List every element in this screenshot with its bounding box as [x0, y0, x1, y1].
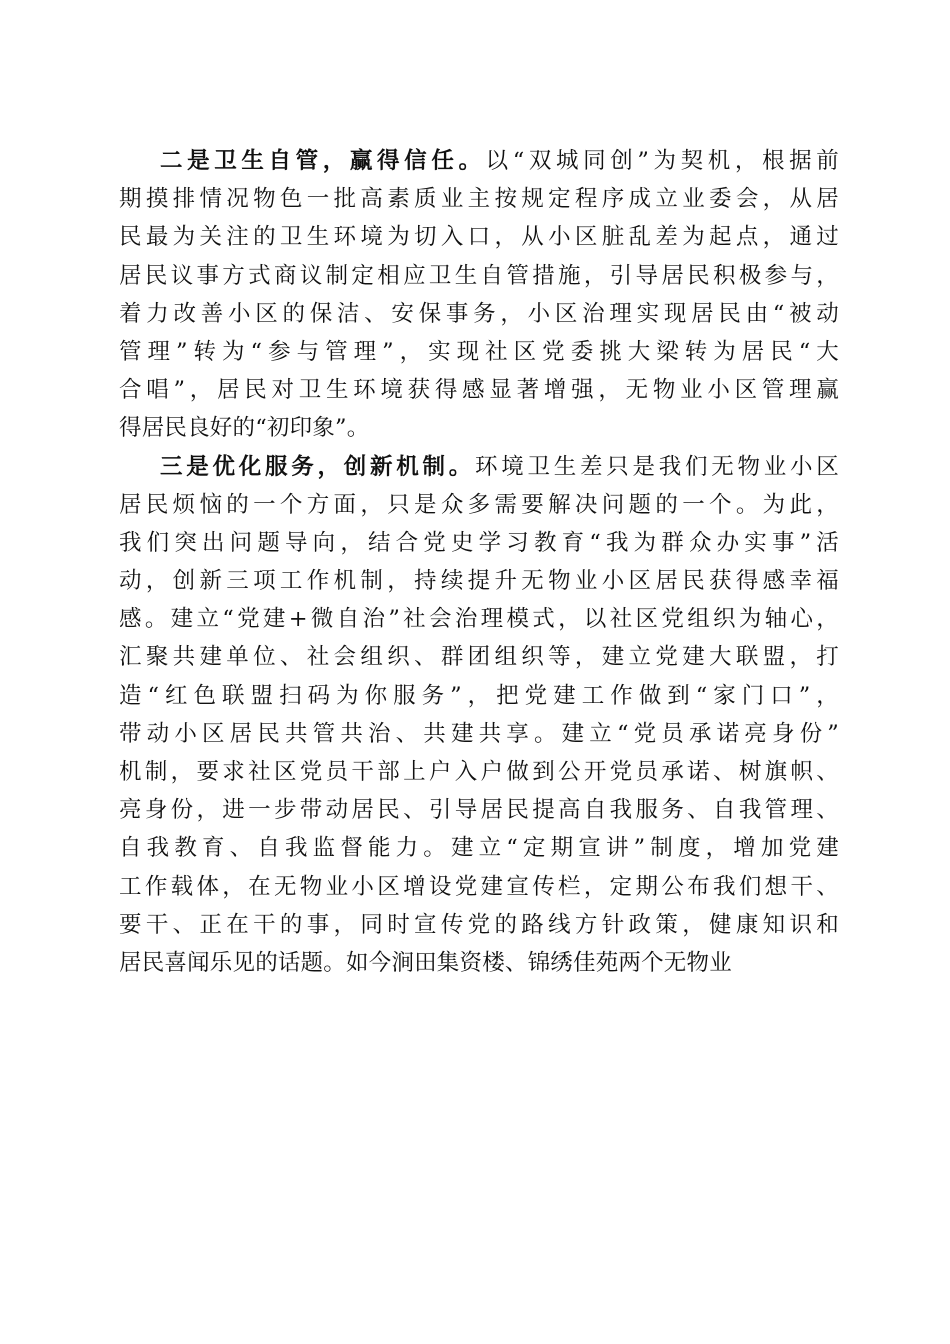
- paragraph-line: 居民喜闻乐见的话题。如今涧田集资楼、锦绣佳苑两个无物业: [119, 949, 732, 976]
- paragraph-line: [119, 142, 839, 180]
- paragraph-line: 得居民良好的“初印象”。: [119, 415, 370, 442]
- paragraph-line: 感。建立“党建+微自治”社会治理模式，以社区党组织为轴心，: [119, 606, 839, 633]
- paragraph-line: 要干、正在干的事，同时宣传党的路线方针政策，健康知识和: [119, 911, 839, 938]
- paragraph-line: 自我教育、自我监督能力。建立“定期宣讲”制度，增加党建: [119, 835, 839, 862]
- paragraph-optimize-services: [119, 448, 839, 983]
- paragraph-line: 管理”转为“参与管理”，实现社区党委挑大梁转为居民“大: [119, 338, 839, 365]
- paragraph-line: 机制，要求社区党员干部上户入户做到公开党员承诺、树旗帜、: [119, 759, 839, 785]
- paragraph-line: 民最为关注的卫生环境为切入口，从小区脏乱差为起点，通过: [119, 224, 839, 251]
- paragraph-sanitation-self-management: [119, 142, 839, 448]
- paragraph-line: 工作载体，在无物业小区增设党建宣传栏，定期公布我们想干、: [119, 873, 839, 900]
- paragraph-line: 造“红色联盟扫码为你服务”，把党建工作做到“家门口”，: [119, 682, 839, 709]
- paragraph-line: 居民议事方式商议制定相应卫生自管措施，引导居民积极参与，: [119, 262, 839, 289]
- paragraph-line: 着力改善小区的保洁、安保事务，小区治理实现居民由“被动: [119, 300, 839, 327]
- paragraph-line: 动，创新三项工作机制，持续提升无物业小区居民获得感幸福: [119, 568, 839, 595]
- paragraph-line: [119, 448, 839, 486]
- paragraph-lead-heading: 二是卫生自管，赢得信任。: [160, 148, 486, 174]
- paragraph-line: 居民烦恼的一个方面，只是众多需要解决问题的一个。为此，: [119, 491, 839, 518]
- paragraph-line: 期摸排情况物色一批高素质业主按规定程序成立业委会，从居: [119, 186, 839, 213]
- document-body: [119, 142, 839, 982]
- paragraph-lead-heading: 三是优化服务，创新机制。: [160, 453, 476, 480]
- paragraph-line: 合唱”，居民对卫生环境获得感显著增强，无物业小区管理赢: [119, 377, 839, 404]
- paragraph-line: 带动小区居民共管共治、共建共享。建立“党员承诺亮身份”: [119, 720, 839, 747]
- paragraph-line: 亮身份，进一步带动居民、引导居民提高自我服务、自我管理、: [119, 797, 839, 824]
- paragraph-line-text: 以“双城同创”为契机，根据前: [485, 148, 839, 174]
- paragraph-line: 汇聚共建单位、社会组织、群团组织等，建立党建大联盟，打: [119, 644, 839, 671]
- paragraph-line-text: 环境卫生差只是我们无物业小区: [475, 453, 839, 480]
- paragraph-line: 我们突出问题导向，结合党史学习教育“我为群众办实事”活: [119, 529, 839, 556]
